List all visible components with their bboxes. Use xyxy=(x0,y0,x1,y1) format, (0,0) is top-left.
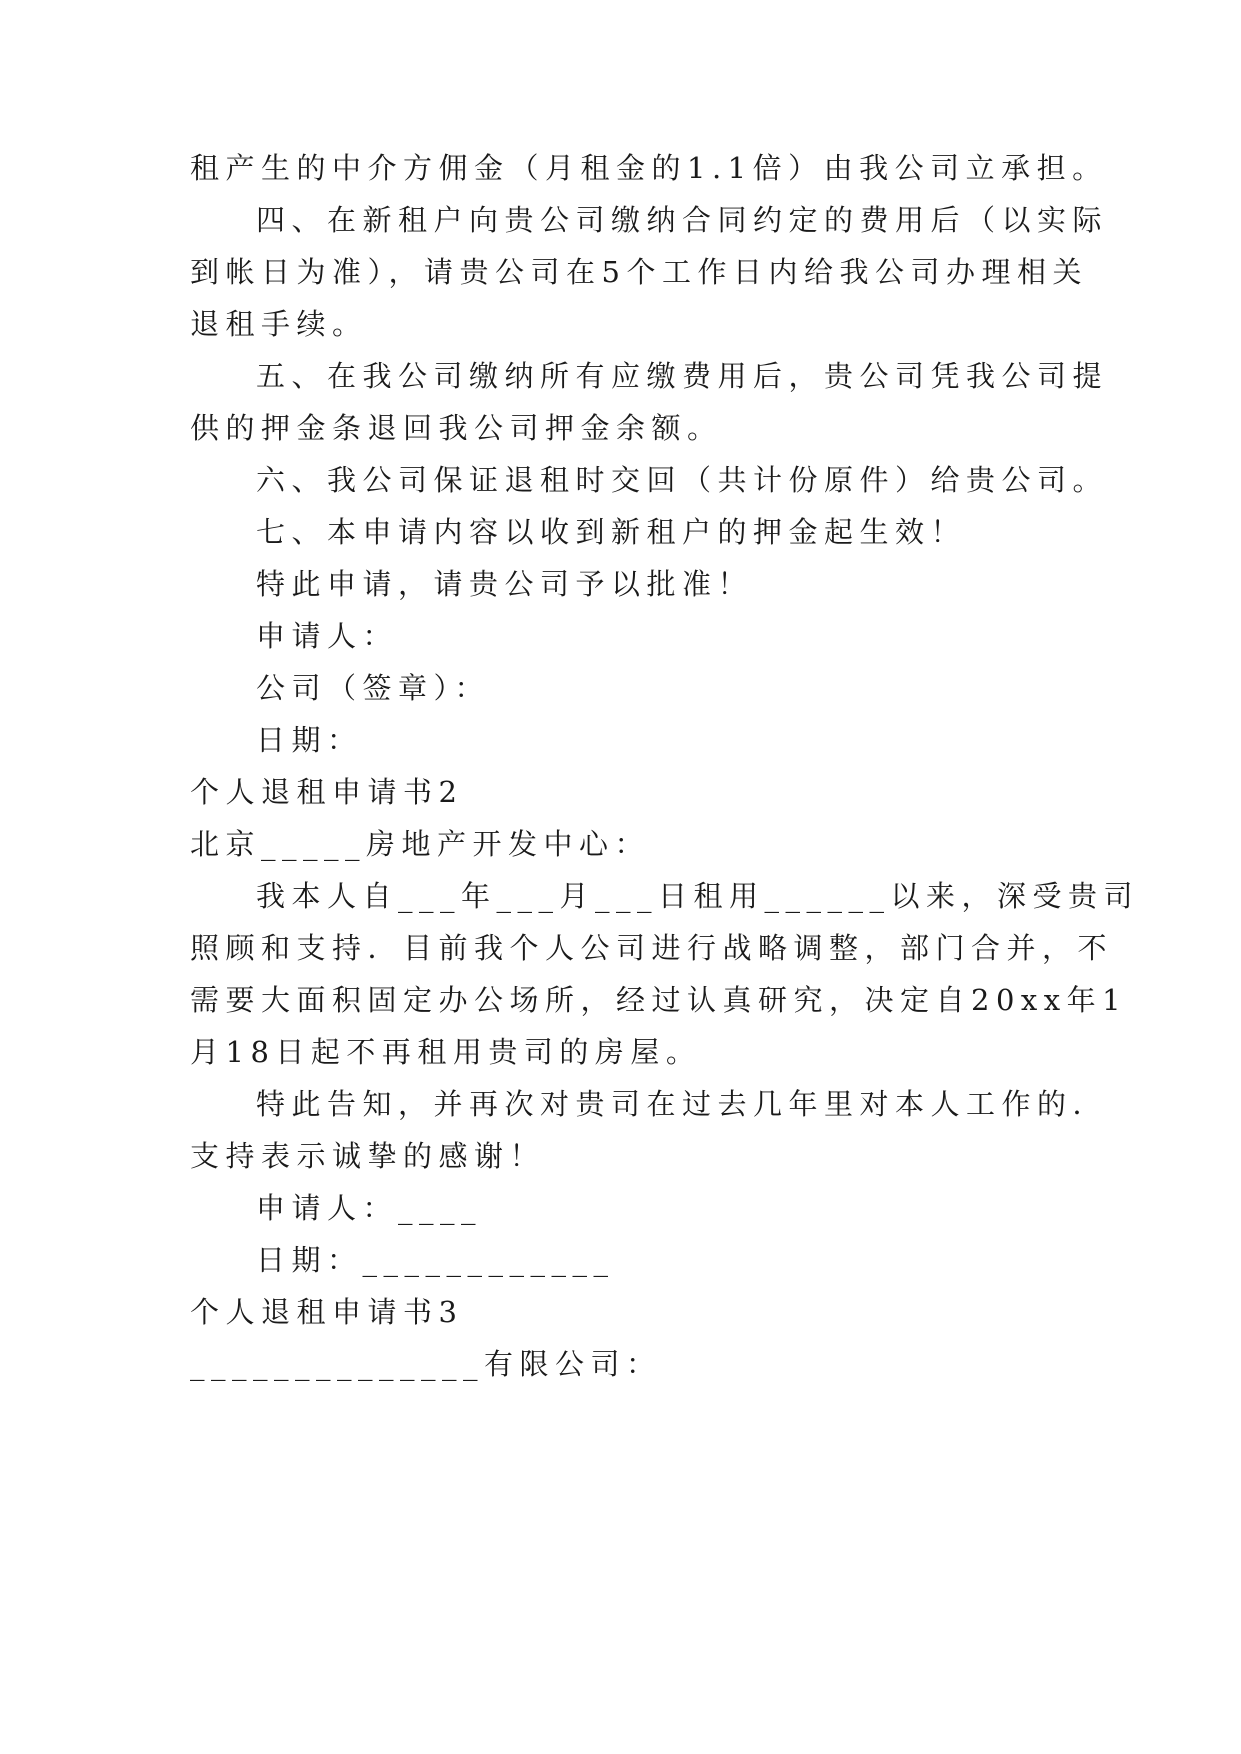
clause-six: 六、我公司保证退租时交回（共计份原件）给贵公司。 xyxy=(256,463,1109,497)
closing-request: 特此申请，请贵公司予以批准！ xyxy=(256,567,754,601)
text-line: 支持表示诚挚的感谢！ xyxy=(190,1139,546,1173)
body-paragraph-start: 我本人自___年___月___日租用______以来，深受贵司 xyxy=(256,879,1140,913)
company-seal-label: 公司（签章）： xyxy=(256,671,491,705)
text-line: 供的押金条退回我公司押金余额。 xyxy=(190,411,723,445)
text-line: 租产生的中介方佣金（月租金的1.1倍）由我公司立承担。 xyxy=(190,151,1108,185)
thanks-paragraph: 特此告知，并再次对贵司在过去几年里对本人工作的． xyxy=(256,1087,1109,1121)
date-label: 日期：____________ xyxy=(256,1243,615,1277)
clause-seven: 七、本申请内容以收到新租户的押金起生效！ xyxy=(256,515,967,549)
addressee: ______________有限公司： xyxy=(190,1347,662,1381)
text-line: 到帐日为准），请贵公司在5个工作日内给我公司办理相关 xyxy=(190,255,1088,289)
text-line: 需要大面积固定办公场所，经过认真研究，决定自20xx年1 xyxy=(190,983,1128,1017)
clause-five: 五、在我公司缴纳所有应缴费用后，贵公司凭我公司提 xyxy=(256,359,1109,393)
section-heading-3: 个人退租申请书3 xyxy=(190,1295,464,1329)
applicant-label: 申请人：____ xyxy=(256,1191,483,1225)
text-line: 月18日起不再租用贵司的房屋。 xyxy=(190,1035,702,1069)
date-label: 日期： xyxy=(256,723,363,757)
addressee: 北京_____房地产开发中心： xyxy=(190,827,651,861)
clause-four: 四、在新租户向贵公司缴纳合同约定的费用后（以实际 xyxy=(256,203,1109,237)
text-line: 退租手续。 xyxy=(190,307,368,341)
text-line: 照顾和支持．目前我个人公司进行战略调整，部门合并，不 xyxy=(190,931,1114,965)
applicant-label: 申请人： xyxy=(256,619,399,653)
section-heading-2: 个人退租申请书2 xyxy=(190,775,464,809)
